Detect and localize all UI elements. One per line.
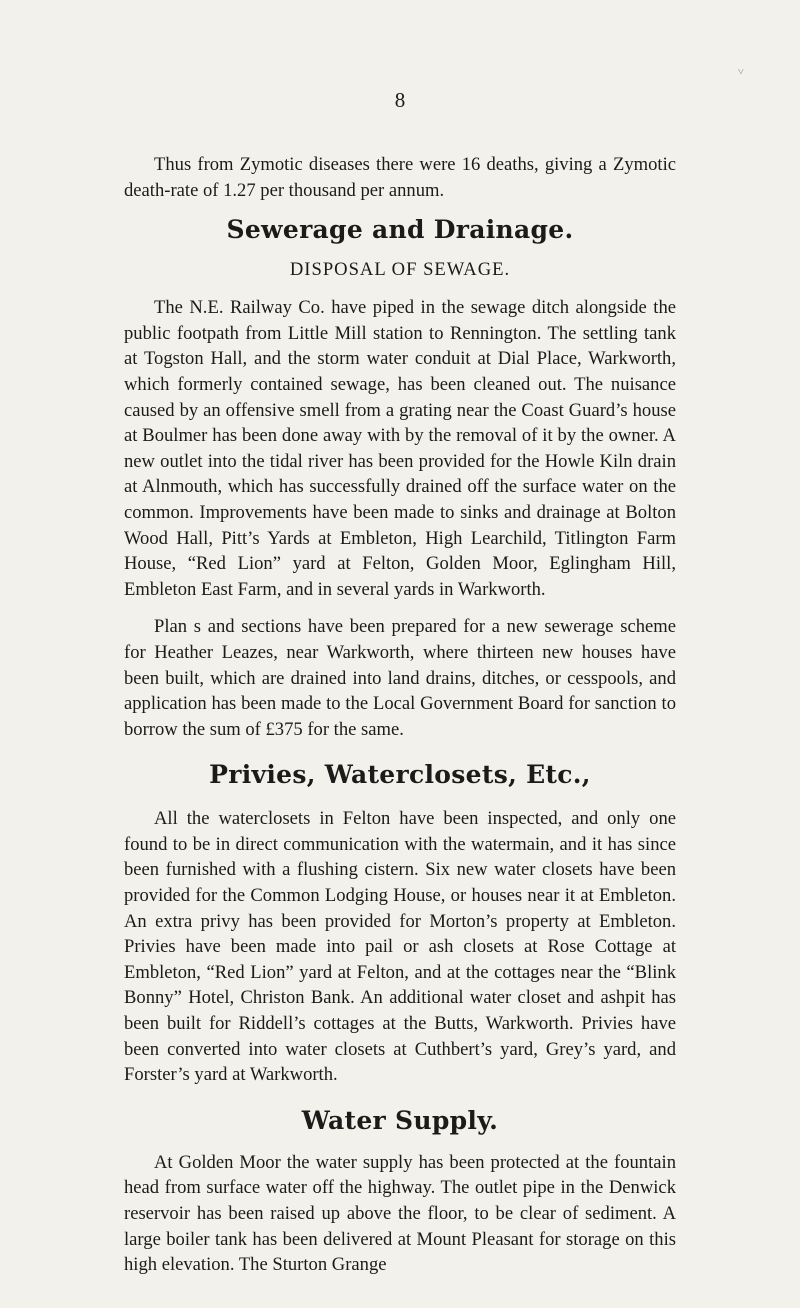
subheading-disposal-of-sewage: DISPOSAL OF SEWAGE. xyxy=(289,259,511,281)
page-number: 8 xyxy=(394,88,406,112)
page-body xyxy=(124,152,676,1278)
section-heading-privies: Privies, Waterclosets, Etc., xyxy=(209,760,591,790)
intro-paragraph: Thus from Zymotic diseases there were 16 deaths, giving a Zymotic death-rate of 1.27 per thousand per annum. xyxy=(124,154,676,201)
water-paragraph-1: At Golden Moor the water supply has been protected at the fountain head from surface water off the highway. The outlet pipe in the Denwick reservoir has been raised up above the floor, to be clear of sediment. A large boiler tank has been delivered at Mount Pleasant for storage on this high elevation. The Sturton Grange xyxy=(124,1151,676,1276)
section-heading-sewerage: Sewerage and Drainage. xyxy=(226,215,574,245)
sewerage-paragraph-1: The N.E. Railway Co. have piped in the sewage ditch alongside the public footpath from Little Mill station to Rennington. The settling tank at Togston Hall, and the storm water conduit at Dial Place, Warkworth, which formerly contained sewage, has been cleaned out. The nuisance caused by an offensive smell from a grating near the Coast Guard’s house at Boulmer has been done away with by the removal of it by the owner. A new outlet into the tidal river has been provided for the Howle Kiln drain at Alnmouth, which has successfully drained off the surface water on the common. Improvements have been made to sinks and drainage at Bolton Wood Hall, Pitt’s Yards at Embleton, High Learchild, Titlington Farm House, “Red Lion” yard at Felton, Golden Moor, Eglingham Hill, Embleton East Farm, and in several yards in Warkworth. xyxy=(124,297,676,600)
privies-paragraph-1: All the waterclosets in Felton have been inspected, and only one found to be in direct communication with the watermain, and it has since been furnished with a flushing cistern. Six new water closets have been provided for the Common Lodging House, or houses near it at Embleton. An extra privy has been provided for Morton’s property at Embleton. Privies have been made into pail or ash closets at Rose Cottage at Embleton, “Red Lion” yard at Felton, and at the cottages near the “Blink Bonny” Hotel, Christon Bank. An additional water closet and ashpit has been built for Riddell’s cottages at the Butts, Warkworth. Privies have been converted into water closets at Cuthbert’s yard, Grey’s yard, and Forster’s yard at Warkworth. xyxy=(124,808,676,1086)
sewerage-paragraph-2: Plan s and sections have been prepared for a new sewerage scheme for Heather Leazes, near Warkworth, where thirteen new houses have been built, which are drained into land drains, ditches, or cesspools, and application has been made to the Local Government Board for sanction to borrow the sum of £375 for the same. xyxy=(124,616,676,740)
section-heading-water-supply: Water Supply. xyxy=(301,1105,499,1135)
corner-mark: ˅ xyxy=(737,66,744,78)
